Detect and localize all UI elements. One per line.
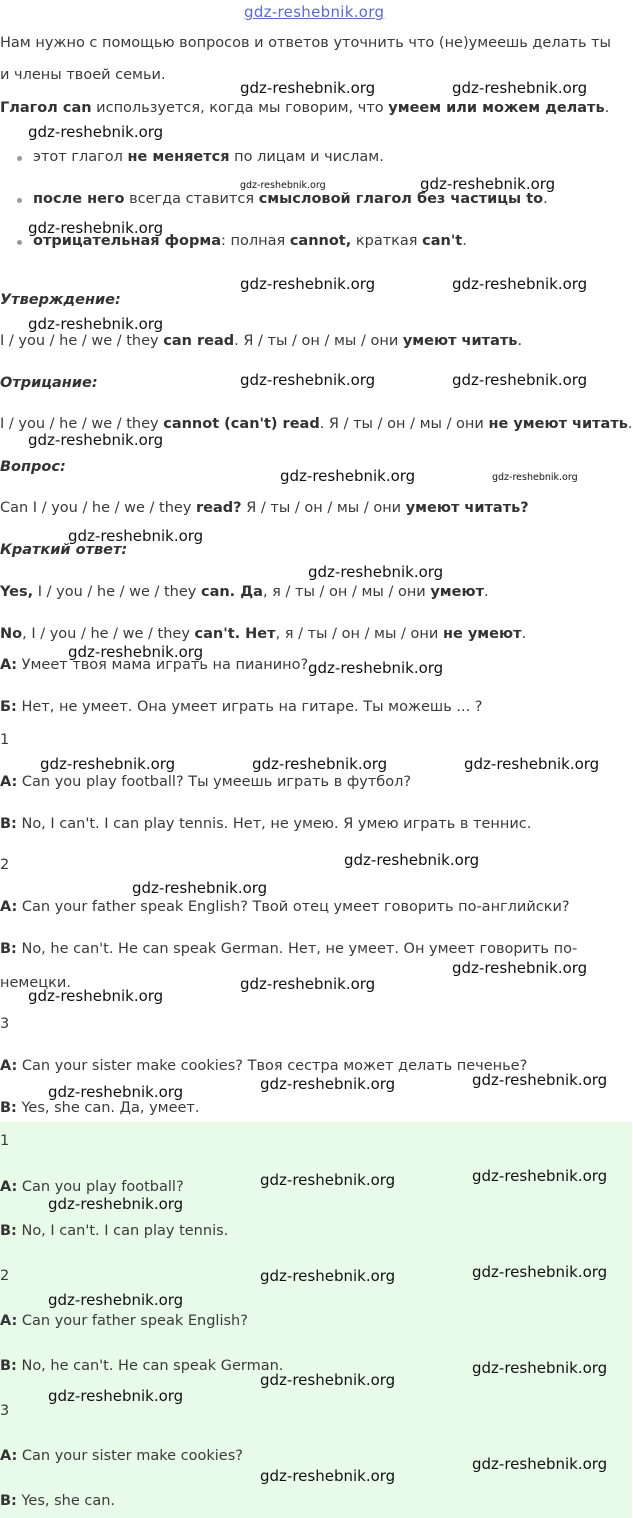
speaker-label: А: — [0, 657, 18, 673]
watermark-text: gdz-reshebnik.org — [308, 659, 444, 677]
watermark-text: gdz-reshebnik.org — [260, 1171, 396, 1189]
watermark-text: gdz-reshebnik.org — [28, 315, 164, 333]
speaker-label: B: — [0, 816, 17, 832]
example-bold: can't. Нет — [194, 626, 276, 642]
bullet-item — [33, 148, 384, 166]
watermark-text: gdz-reshebnik.org — [308, 563, 444, 581]
dialog-text: Can your sister make cookies? Твоя сестра может делать печенье? — [17, 1058, 528, 1074]
watermark-text: gdz-reshebnik.org — [280, 467, 416, 485]
dialog-number: 2 — [0, 857, 10, 873]
watermark-text: gdz-reshebnik.org — [40, 755, 176, 773]
example-bold: умеют читать? — [405, 500, 529, 516]
rule-text-1: используется, когда мы говорим, что — [91, 100, 389, 116]
example-bold: не умеют читать — [488, 416, 628, 432]
speaker-label: Б: — [0, 699, 17, 715]
dialog-text: Can your father speak English? Твой отец умеет говорить по-английски? — [17, 899, 570, 915]
example-text: I / you / he / we / they — [33, 584, 201, 600]
answer-line-a — [0, 1447, 243, 1465]
example-bold: cannot (can't) read — [163, 416, 320, 432]
dialog-text: Yes, she can. Да, умеет. — [16, 1100, 200, 1116]
watermark-text: gdz-reshebnik.org — [344, 851, 480, 869]
watermark-text: gdz-reshebnik.org — [472, 1455, 608, 1473]
example-bold: умеют — [430, 584, 484, 600]
dialog-line-b — [0, 1099, 199, 1117]
affirmative-heading: Утверждение: — [0, 292, 121, 308]
example-line-b — [0, 698, 483, 716]
bullet-text: . — [543, 191, 548, 207]
answer-number: 2 — [0, 1268, 10, 1284]
speaker-label: B: — [0, 941, 17, 957]
bullet-dot-icon — [17, 240, 22, 245]
dialog-text: Умеет твоя мама играть на пианино? — [17, 657, 309, 673]
answer-line-b — [0, 1492, 115, 1510]
watermark-text: gdz-reshebnik.org — [464, 755, 600, 773]
dialog-line-a — [0, 1057, 527, 1075]
watermark-text: gdz-reshebnik.org — [260, 1467, 396, 1485]
rule-statement — [0, 99, 609, 117]
watermark-text: gdz-reshebnik.org — [240, 180, 326, 191]
dialog-text: No, he can't. He can speak German. Нет, не умеет. Он умеет говорить по- — [16, 941, 578, 957]
watermark-text: gdz-reshebnik.org — [28, 431, 164, 449]
bullet-bold: cannot, — [289, 233, 352, 249]
speaker-label: B: — [0, 1100, 17, 1116]
dialog-number: 1 — [0, 732, 10, 748]
bullet-dot-icon — [17, 198, 22, 203]
dialog-line-b-continued: немецки. — [0, 975, 71, 991]
intro-line-2: и члены твоей семьи. — [0, 67, 166, 83]
example-bold: read? — [196, 500, 242, 516]
watermark-text: gdz-reshebnik.org — [28, 219, 164, 237]
rule-bold-2: умеем или можем делать — [388, 100, 605, 116]
answer-number: 1 — [0, 1133, 10, 1149]
example-text: Can I / you / he / we / they — [0, 500, 197, 516]
dialog-text: Can you play football? — [17, 1179, 184, 1195]
watermark-text: gdz-reshebnik.org — [260, 1371, 396, 1389]
dialog-line-a — [0, 773, 411, 791]
answer-line-b — [0, 1222, 228, 1240]
watermark-text: gdz-reshebnik.org — [492, 472, 578, 483]
question-example — [0, 499, 529, 517]
example-line-a — [0, 656, 308, 674]
example-text: . Я / ты / он / мы / они — [234, 333, 403, 349]
dialog-text: Can you play football? Ты умеешь играть в футбол? — [17, 774, 412, 790]
watermark-text: gdz-reshebnik.org — [28, 987, 164, 1005]
bullet-text: по лицам и числам. — [229, 149, 384, 165]
bullet-text: . — [462, 233, 467, 249]
example-text: . — [483, 584, 489, 600]
watermark-text: gdz-reshebnik.org — [452, 371, 588, 389]
short-answer-yes — [0, 583, 489, 601]
example-text: , I / you / he / we / they — [22, 626, 195, 642]
bullet-bold: смысловой глагол без частицы to — [258, 191, 544, 207]
watermark-text: gdz-reshebnik.org — [132, 879, 268, 897]
example-text: Я / ты / он / мы / они — [241, 500, 406, 516]
speaker-label: B: — [0, 1223, 17, 1239]
watermark-text: gdz-reshebnik.org — [48, 1387, 184, 1405]
bullet-bold: не меняется — [127, 149, 230, 165]
answer-line-a — [0, 1312, 248, 1330]
dialog-text: No, he can't. He can speak German. — [16, 1358, 284, 1374]
watermark-text: gdz-reshebnik.org — [452, 275, 588, 293]
answer-line-a — [0, 1178, 184, 1196]
watermark-text: gdz-reshebnik.org — [472, 1263, 608, 1281]
example-bold: не умеют — [442, 626, 522, 642]
watermark-text: gdz-reshebnik.org — [48, 1195, 184, 1213]
bullet-dot-icon — [17, 156, 22, 161]
example-text: , я / ты / он / мы / они — [275, 626, 443, 642]
bullet-text: краткая — [351, 233, 423, 249]
bullet-text: : полная — [221, 233, 290, 249]
example-text: . — [521, 626, 527, 642]
bullet-bold: can't — [422, 233, 463, 249]
dialog-line-a — [0, 898, 570, 916]
dialog-number: 3 — [0, 1016, 10, 1032]
intro-line-1: Нам нужно с помощью вопросов и ответов уточнить что (не)умеешь делать ты — [0, 35, 612, 51]
negative-example — [0, 415, 633, 433]
dialog-text: Yes, she can. — [16, 1493, 116, 1509]
example-bold: can read — [163, 333, 235, 349]
watermark-text: gdz-reshebnik.org — [472, 1071, 608, 1089]
example-text: , я / ты / он / мы / они — [262, 584, 431, 600]
bullet-bold: после него — [33, 191, 125, 207]
example-bold: No — [0, 626, 23, 642]
short-answer-no — [0, 625, 526, 643]
watermark-text: gdz-reshebnik.org — [472, 1359, 608, 1377]
speaker-label: A: — [0, 774, 18, 790]
dialog-text: Can your father speak English? — [17, 1313, 248, 1329]
example-text: . — [517, 333, 523, 349]
watermark-text: gdz-reshebnik.org — [420, 175, 556, 193]
negative-heading: Отрицание: — [0, 375, 98, 391]
bullet-item — [33, 232, 467, 250]
speaker-label: B: — [0, 1493, 17, 1509]
dialog-line-b — [0, 940, 577, 958]
speaker-label: A: — [0, 1179, 18, 1195]
bullet-item — [33, 190, 548, 208]
dialog-text: Нет, не умеет. Она умеет играть на гитаре. Ты можешь ... ? — [16, 699, 483, 715]
watermark-text: gdz-reshebnik.org — [48, 1083, 184, 1101]
bullet-text: всегда ставится — [124, 191, 259, 207]
speaker-label: A: — [0, 1058, 18, 1074]
example-text: . Я / ты / он / мы / они — [319, 416, 489, 432]
watermark-text: gdz-reshebnik.org — [260, 1267, 396, 1285]
answer-number: 3 — [0, 1403, 10, 1419]
example-bold: умеют читать — [402, 333, 518, 349]
watermark-text: gdz-reshebnik.org — [28, 123, 164, 141]
bullet-bold: отрицательная форма — [33, 233, 221, 249]
speaker-label: B: — [0, 1358, 17, 1374]
dialog-line-b — [0, 815, 531, 833]
speaker-label: A: — [0, 899, 18, 915]
short-answer-heading: Краткий ответ: — [0, 542, 128, 558]
watermark-text: gdz-reshebnik.org — [260, 1075, 396, 1093]
dialog-text: No, I can't. I can play tennis. — [16, 1223, 229, 1239]
watermark-text: gdz-reshebnik.org — [252, 755, 388, 773]
watermark-text: gdz-reshebnik.org — [68, 643, 204, 661]
dialog-text: Can your sister make cookies? — [17, 1448, 243, 1464]
example-text: I / you / he / we / they — [0, 416, 164, 432]
watermark-text: gdz-reshebnik.org — [472, 1167, 608, 1185]
watermark-text: gdz-reshebnik.org — [68, 527, 204, 545]
example-text: I / you / he / we / they — [0, 333, 164, 349]
bullet-text: этот глагол — [33, 149, 128, 165]
rule-bold-1: Глагол can — [0, 100, 92, 116]
rule-text-2: . — [604, 100, 610, 116]
watermark-text: gdz-reshebnik.org — [452, 959, 588, 977]
watermark-text: gdz-reshebnik.org — [452, 79, 588, 97]
affirmative-example — [0, 332, 522, 350]
speaker-label: A: — [0, 1448, 18, 1464]
watermark-text: gdz-reshebnik.org — [240, 371, 376, 389]
example-bold: Yes, — [0, 584, 34, 600]
example-bold: can. Да — [200, 584, 263, 600]
answer-line-b — [0, 1357, 283, 1375]
dialog-text: No, I can't. I can play tennis. Нет, не умею. Я умею играть в теннис. — [16, 816, 532, 832]
watermark-text: gdz-reshebnik.org — [240, 275, 376, 293]
watermark-text: gdz-reshebnik.org — [240, 79, 376, 97]
example-text: . — [627, 416, 633, 432]
question-heading: Вопрос: — [0, 459, 66, 475]
watermark-text: gdz-reshebnik.org — [240, 975, 376, 993]
speaker-label: A: — [0, 1313, 18, 1329]
watermark-text: gdz-reshebnik.org — [48, 1291, 184, 1309]
top-watermark-link[interactable]: gdz-reshebnik.org — [244, 3, 385, 21]
